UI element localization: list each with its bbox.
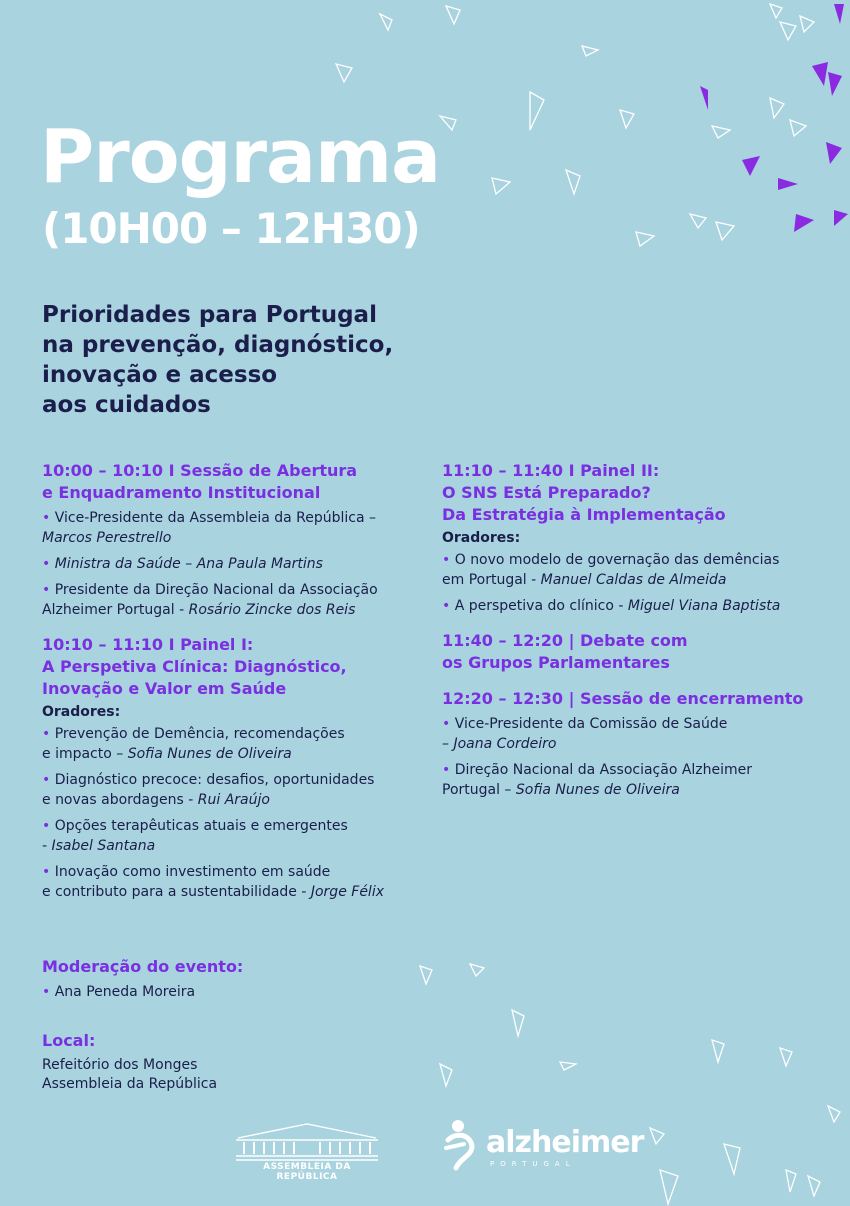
session-opening — [42, 460, 422, 620]
item-text: e contributo para a sustentabilidade - — [42, 884, 311, 900]
session-title-line: 10:10 – 11:10 I Painel I: — [42, 635, 254, 654]
speakers-label: Oradores: — [442, 530, 521, 546]
item-text: Vice-Presidente da Comissão de Saúde — [454, 716, 728, 732]
session-title-line: Inovação e Valor em Saúde — [42, 679, 287, 698]
list-item — [442, 550, 822, 590]
session-closing — [442, 688, 822, 800]
left-column — [42, 460, 422, 916]
moderation-title: Moderação do evento: — [42, 957, 244, 976]
speaker-name: – Ana Paula Martins — [180, 556, 323, 572]
session-title-line: e Enquadramento Institucional — [42, 483, 321, 502]
headline-line: inovação e acesso — [42, 362, 278, 388]
session-title — [42, 460, 422, 504]
session-title-line: A Perspetiva Clínica: Diagnóstico, — [42, 657, 347, 676]
session-title-line: Da Estratégia à Implementação — [442, 505, 726, 524]
bullet-icon: • — [442, 598, 451, 614]
location-line: Refeitório dos Monges — [42, 1057, 198, 1073]
speaker-name: Manuel Caldas de Almeida — [540, 572, 727, 588]
session-title-line: O SNS Está Preparado? — [442, 483, 651, 502]
speaker-name: Miguel Viana Baptista — [627, 598, 781, 614]
speaker-name: Marcos Perestrello — [42, 530, 172, 546]
list-item — [42, 982, 422, 1002]
item-text: Prevenção de Demência, recomendações — [54, 726, 345, 742]
session-title-line: 10:00 – 10:10 I Sessão de Abertura — [42, 461, 358, 480]
list-item — [42, 770, 422, 810]
bullet-icon: • — [42, 726, 51, 742]
session-title — [442, 630, 822, 674]
speaker-name: Rui Araújo — [197, 792, 270, 808]
item-text: e impacto – — [42, 746, 128, 762]
bullet-icon: • — [442, 552, 451, 568]
item-text: Ministra da Saúde — [54, 556, 181, 572]
session-title-line: os Grupos Parlamentares — [442, 653, 670, 672]
item-text: Diagnóstico precoce: desafios, oportunidades — [54, 772, 375, 788]
time-range: (10H00 – 12H30) — [42, 204, 420, 253]
list-item — [42, 816, 422, 856]
location-line: Assembleia da República — [42, 1076, 218, 1092]
headline-line: na prevenção, diagnóstico, — [42, 332, 394, 358]
item-text: Direção Nacional da Associação Alzheimer — [454, 762, 753, 778]
session-title — [42, 634, 422, 700]
item-text: Portugal – — [442, 782, 516, 798]
moderation-section — [42, 956, 422, 1008]
item-text: e novas abordagens - — [42, 792, 198, 808]
alzheimer-logo-subtext: PORTUGAL — [490, 1160, 576, 1168]
item-text: Alzheimer Portugal - — [42, 602, 189, 618]
bullet-icon: • — [42, 772, 51, 788]
session-debate — [442, 630, 822, 674]
speaker-name: Rosário Zincke dos Reis — [188, 602, 356, 618]
headline — [42, 300, 422, 420]
item-text: O novo modelo de governação das demências — [454, 552, 780, 568]
speaker-name: Sofia Nunes de Oliveira — [127, 746, 292, 762]
speaker-name: Sofia Nunes de Oliveira — [515, 782, 680, 798]
moderator-name: Ana Peneda Moreira — [54, 984, 196, 1000]
speaker-name: – Joana Cordeiro — [442, 736, 557, 752]
list-item — [42, 580, 422, 620]
speakers-label: Oradores: — [42, 704, 121, 720]
alzheimer-logo-text: alzheimer — [486, 1125, 644, 1160]
bullet-icon: • — [42, 984, 51, 1000]
item-text: Inovação como investimento em saúde — [54, 864, 331, 880]
page-title: Programa — [40, 114, 441, 200]
location-title: Local: — [42, 1031, 96, 1050]
alzheimer-figure-icon — [442, 1118, 482, 1174]
bullet-icon: • — [42, 510, 51, 526]
session-panel-2 — [442, 460, 822, 616]
item-text: Presidente da Direção Nacional da Associação — [54, 582, 378, 598]
bullet-icon: • — [442, 762, 451, 778]
list-item — [42, 554, 422, 574]
session-title — [442, 460, 822, 526]
right-column — [442, 460, 822, 814]
speaker-name: Jorge Félix — [310, 884, 384, 900]
headline-line: Prioridades para Portugal — [42, 302, 377, 328]
item-text: A perspetiva do clínico - — [454, 598, 628, 614]
item-text: em Portugal - — [442, 572, 541, 588]
list-item — [42, 508, 422, 548]
session-panel-1 — [42, 634, 422, 902]
bullet-icon: • — [42, 864, 51, 880]
list-item — [42, 724, 422, 764]
assembleia-logo-text: ASSEMBLEIA DA REPÚBLICA — [263, 1162, 351, 1182]
headline-line: aos cuidados — [42, 392, 211, 418]
session-title: 12:20 – 12:30 | Sessão de encerramento — [442, 689, 804, 708]
list-item — [442, 596, 822, 616]
session-title-line: 11:40 – 12:20 | Debate com — [442, 631, 688, 650]
bullet-icon: • — [42, 556, 51, 572]
list-item — [42, 862, 422, 902]
list-item — [442, 760, 822, 800]
list-item — [442, 714, 822, 754]
session-title-line: 11:10 – 11:40 I Painel II: — [442, 461, 660, 480]
item-text: Opções terapêuticas atuais e emergentes — [54, 818, 348, 834]
location-section — [42, 1030, 422, 1094]
bullet-icon: • — [42, 582, 51, 598]
speaker-name: - Isabel Santana — [42, 838, 156, 854]
bullet-icon: • — [42, 818, 51, 834]
bullet-icon: • — [442, 716, 451, 732]
item-text: Vice-Presidente da Assembleia da República – — [54, 510, 377, 526]
